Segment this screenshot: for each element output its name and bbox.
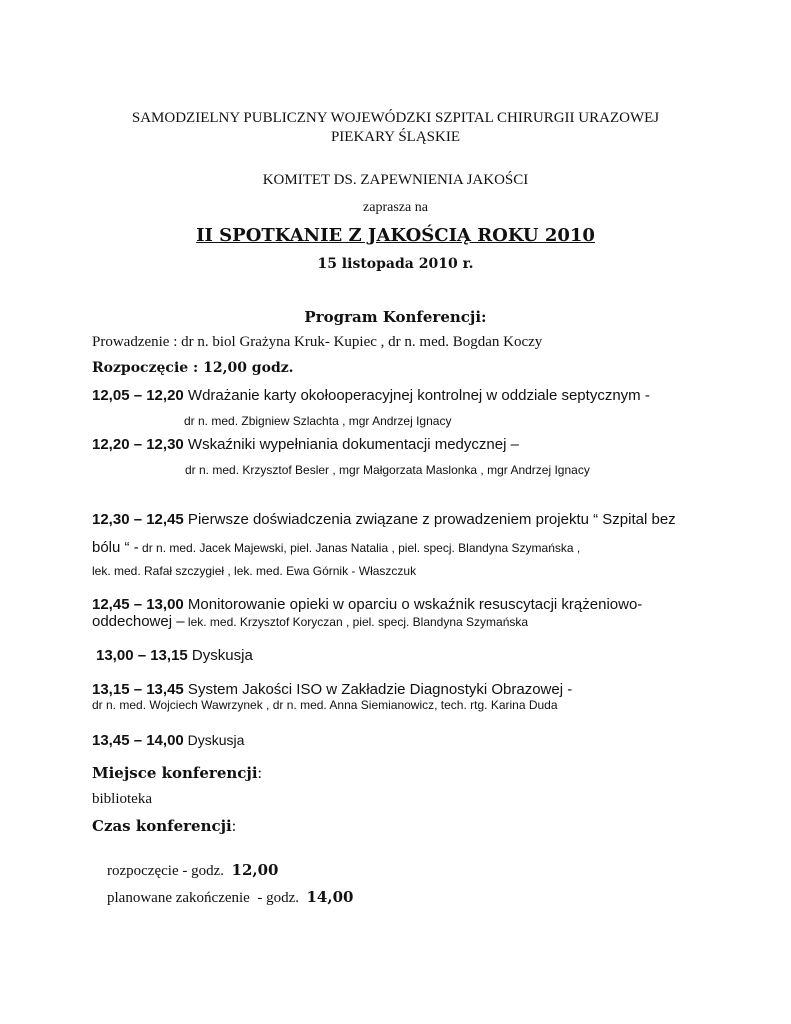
event-date: 15 listopada 2010 r. — [317, 256, 474, 272]
agenda-item-title: Pierwsze doświadczenia związane z prowadzeniem projektu “ Szpital bez — [183, 511, 676, 528]
agenda-item-continuation — [92, 613, 528, 630]
agenda-item — [92, 511, 676, 528]
agenda-item-speakers: dr n. med. Krzysztof Besler , mgr Małgorzata Maslonka , mgr Andrzej Ignacy — [185, 463, 590, 477]
schedule-start-time: 12,00 — [231, 861, 279, 879]
agenda-item-continuation — [92, 539, 580, 556]
schedule-label: Czas konferencji — [92, 817, 232, 835]
agenda-item-title: Dyskusja — [183, 732, 245, 748]
event-title: II SPOTKANIE Z JAKOŚCIĄ ROKU 2010 — [196, 225, 595, 246]
schedule-end-label: planowane zakończenie - godz. — [107, 890, 307, 906]
venue-colon: : — [257, 765, 262, 782]
agenda-item-title: System Jakości ISO w Zakładzie Diagnostyki Obrazowej - — [183, 681, 573, 698]
agenda-item-speakers: dr n. med. Wojciech Wawrzynek , dr n. med. Anna Siemianowicz, tech. rtg. Karina Duda — [92, 698, 558, 712]
program-heading: Program Konferencji: — [304, 308, 487, 326]
agenda-item-speakers: dr n. med. Jacek Majewski, piel. Janas Natalia , piel. specj. Blandyna Szymańska , — [138, 541, 581, 555]
agenda-item — [92, 681, 572, 698]
schedule-colon: : — [231, 818, 237, 835]
agenda-item-time: 12,45 – 13,00 — [92, 596, 184, 613]
agenda-item-title: Wdrażanie karty okołooperacyjnej kontrolnej w oddziale septycznym - — [183, 387, 650, 404]
agenda-item — [92, 732, 244, 749]
agenda-item-title: Wskaźniki wypełniania dokumentacji medycznej – — [183, 436, 519, 453]
invitation-text: zaprasza na — [363, 200, 428, 215]
schedule-end — [92, 871, 353, 924]
schedule-end-time: 14,00 — [306, 888, 354, 906]
venue-heading — [92, 764, 262, 783]
venue-value: biblioteka — [92, 791, 152, 807]
agenda-item-speakers: lek. med. Krzysztof Koryczan , piel. specj. Blandyna Szymańska — [184, 615, 529, 629]
agenda-item-title-cont: bólu “ - — [92, 539, 139, 556]
committee-name: KOMITET DS. ZAPEWNIENIA JAKOŚCI — [262, 172, 529, 188]
agenda-item-speakers: lek. med. Rafał szczygieł , lek. med. Ewa Górnik - Właszczuk — [92, 564, 417, 578]
agenda-item-title-cont: oddechowej – — [92, 613, 185, 630]
agenda-item — [96, 647, 253, 664]
agenda-item-time: 12,05 – 12,20 — [92, 387, 184, 404]
venue-label: Miejsce konferencji — [92, 764, 258, 782]
agenda-item-title: Dyskusja — [187, 647, 253, 664]
agenda-item — [92, 436, 519, 453]
agenda-item — [92, 387, 650, 404]
agenda-item-time: 12,30 – 12,45 — [92, 511, 184, 528]
schedule-start-label: rozpoczęcie - godz. — [107, 863, 232, 879]
institution-name-line1: SAMODZIELNY PUBLICZNY WOJEWÓDZKI SZPITAL CHIRURGII URAZOWEJ — [131, 110, 660, 126]
agenda-item-time: 13,45 – 14,00 — [92, 732, 184, 749]
agenda-item-title: Monitorowanie opieki w oparciu o wskaźnik resuscytacji krążeniowo- — [183, 596, 643, 613]
schedule-heading — [92, 817, 236, 836]
institution-name-line2: PIEKARY ŚLĄSKIE — [330, 129, 461, 145]
agenda-item — [92, 596, 642, 613]
start-time: Rozpoczęcie : 12,00 godz. — [92, 360, 294, 376]
agenda-item-time: 13,00 – 13,15 — [96, 647, 188, 664]
agenda-item-speakers: dr n. med. Zbigniew Szlachta , mgr Andrzej Ignacy — [184, 414, 452, 428]
agenda-item-time: 13,15 – 13,45 — [92, 681, 184, 698]
moderators: Prowadzenie : dr n. biol Grażyna Kruk- Kupiec , dr n. med. Bogdan Koczy — [92, 334, 543, 350]
agenda-item-time: 12,20 – 12,30 — [92, 436, 184, 453]
